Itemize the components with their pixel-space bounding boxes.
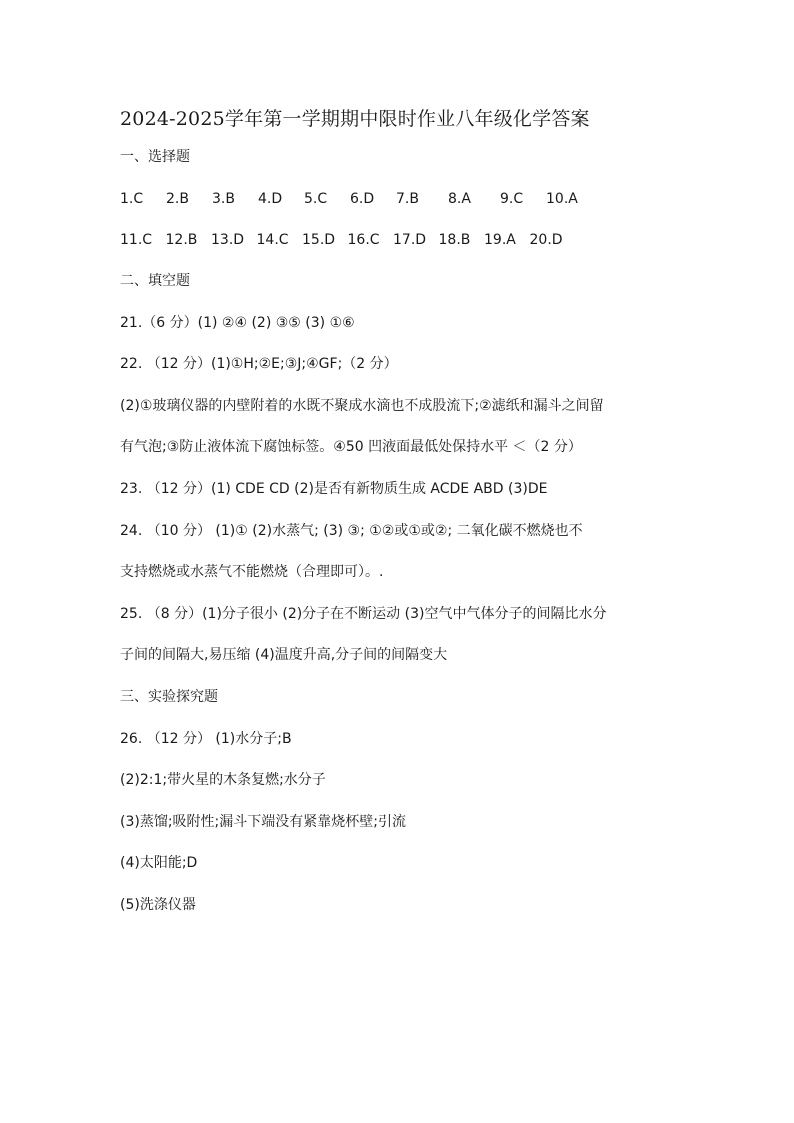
answer-item: 20.D — [529, 232, 563, 248]
answer-26-part2: (2)2:1;带火星的木条复燃;水分子 — [120, 772, 326, 788]
answer-item: 15.D — [302, 232, 336, 248]
answer-25-cont: 子间的间隔大,易压缩 (4)温度升高,分子间的间隔变大 — [120, 647, 448, 663]
answer-item: 5.C — [304, 191, 328, 207]
document-title: 2024-2025学年第一学期期中限时作业八年级化学答案 — [120, 108, 590, 130]
answer-22-part2: (2)①玻璃仪器的内壁附着的水既不聚成水滴也不成股流下;②滤纸和漏斗之间留 — [120, 398, 604, 414]
answer-item: 19.A — [484, 232, 516, 248]
answer-25: 25. （8 分）(1)分子很小 (2)分子在不断运动 (3)空气中气体分子的间隔比水分 — [120, 606, 607, 622]
choice-answers-row-1 — [120, 189, 592, 209]
answer-item: 17.D — [393, 232, 427, 248]
answer-22-part2-cont: 有气泡;③防止液体流下腐蚀标签。④50 凹液面最低处保持水平 ＜（2 分） — [120, 439, 582, 455]
answer-item: 18.B — [438, 232, 471, 248]
answer-item: 4.D — [258, 191, 283, 207]
section-heading-fill-blank: 二、填空题 — [120, 273, 190, 289]
answer-item: 11.C — [120, 232, 153, 248]
answer-item: 2.B — [166, 191, 189, 207]
answer-item: 9.C — [500, 191, 524, 207]
answer-26-part3: (3)蒸馏;吸附性;漏斗下端没有紧靠烧杯壁;引流 — [120, 814, 406, 830]
answer-23: 23. （12 分）(1) CDE CD (2)是否有新物质生成 ACDE ABD (3)DE — [120, 481, 548, 497]
answer-26: 26. （12 分） (1)水分子;B — [120, 731, 292, 747]
answer-item: 6.D — [350, 191, 375, 207]
answer-item: 8.A — [448, 191, 471, 207]
answer-item: 13.D — [211, 232, 245, 248]
section-heading-experiment: 三、实验探究题 — [120, 689, 218, 705]
answer-item: 10.A — [546, 191, 578, 207]
answer-26-part5: (5)洗涤仪器 — [120, 897, 196, 913]
answer-21: 21.（6 分）(1) ②④ (2) ③⑤ (3) ①⑥ — [120, 315, 355, 331]
answer-item: 14.C — [256, 232, 289, 248]
choice-answers-row-2 — [120, 230, 575, 250]
answer-item: 12.B — [165, 232, 198, 248]
answer-22: 22. （12 分）(1)①H;②E;③J;④GF;（2 分） — [120, 356, 398, 372]
answer-item: 7.B — [396, 191, 419, 207]
answer-24-cont: 支持燃烧或水蒸气不能燃烧（合理即可）。. — [120, 564, 384, 580]
answer-item: 3.B — [212, 191, 235, 207]
answer-item: 1.C — [120, 191, 144, 207]
answer-24: 24. （10 分） (1)① (2)水蒸气; (3) ③; ①②或①或②; 二氧化碳不燃烧也不 — [120, 523, 583, 539]
section-heading-choice: 一、选择题 — [120, 149, 190, 165]
answer-item: 16.C — [347, 232, 380, 248]
answer-26-part4: (4)太阳能;D — [120, 855, 198, 871]
